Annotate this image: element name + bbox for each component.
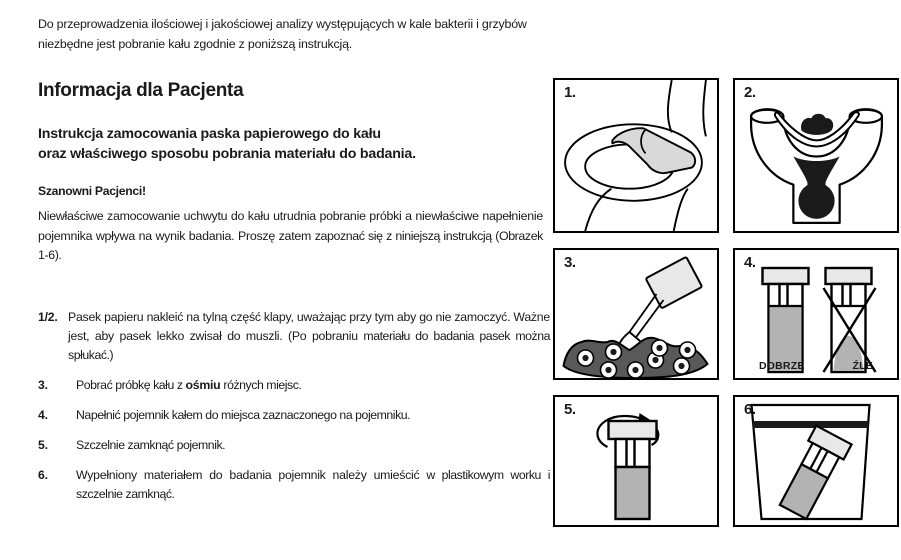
label-incorrect: ŹLE xyxy=(852,360,873,372)
step-text-line-2: zamoczyć. Ważne jest, aby pasek lekko zwisał do muszli. (Po pobraniu xyxy=(68,310,550,343)
step-text-line-1: Wypełniony materiałem do badania pojemnik należy umieścić xyxy=(76,468,420,482)
step-text-content: Szczelnie zamknąć pojemnik. xyxy=(76,438,226,452)
list-item xyxy=(38,376,550,395)
list-item xyxy=(38,436,550,455)
panel-number: 5. xyxy=(564,401,576,418)
list-item xyxy=(38,406,550,425)
text-column xyxy=(38,14,543,266)
panel-number: 2. xyxy=(744,84,756,101)
instruction-subtitle-line-1: Instrukcja zamocowania paska papierowego do kału xyxy=(38,126,381,142)
container-in-plastic-bag-icon xyxy=(735,397,897,525)
illustration-panel-6 xyxy=(733,395,899,527)
illustration-panel-5 xyxy=(553,395,719,527)
closing-container-rotation-icon xyxy=(555,397,717,525)
step-text xyxy=(68,308,550,365)
stool-sample-shape xyxy=(801,114,833,135)
water-trap-shape xyxy=(798,183,834,219)
step-text-line-1: Pasek papieru nakleić na tylną część klapy, uważając przy tym aby go nie xyxy=(68,310,452,324)
step-number: 6. xyxy=(38,468,48,482)
list-item xyxy=(38,466,550,504)
notice-line-2: a niewłaściwe napełnienie pojemnika wpływa na wynik badania. Proszę zatem xyxy=(38,209,543,243)
illustration-panel-grid xyxy=(553,78,899,552)
step-number: 5. xyxy=(38,438,48,452)
intro-paragraph: Do przeprowadzenia ilościowej i jakościowej analizy występujących w kale bakterii i grzybów niezbędne jest pobranie kału zgodnie z poniższą instrukcją. xyxy=(38,17,527,51)
step-text-line-2: w plastikowym worku i szczelnie zamknąć. xyxy=(76,468,550,501)
notice-line-3: zapoznać się z niniejszą instrukcją (Obrazek 1-6). xyxy=(38,228,543,262)
bag-seal-strip xyxy=(753,421,869,428)
panel-number: 1. xyxy=(564,84,576,101)
step-text-emphasis: ośmiu xyxy=(185,378,221,392)
illustration-panel-4 xyxy=(733,248,899,380)
spoon-sampling-eight-spots-icon xyxy=(555,250,717,378)
step-text xyxy=(68,466,550,504)
panel-number: 3. xyxy=(564,254,576,271)
list-item xyxy=(38,308,550,365)
step-text-suffix: różnych miejsc. xyxy=(220,378,302,392)
instruction-step-list xyxy=(38,308,550,515)
panel-number: 6. xyxy=(744,401,756,418)
container-correct-fill xyxy=(763,268,809,372)
label-correct: DOBRZE xyxy=(759,360,805,372)
step-number: 4. xyxy=(38,408,48,422)
illustration-panel-1 xyxy=(553,78,719,233)
step-text-content: Napełnić pojemnik kałem do miejsca zaznaczonego na pojemniku. xyxy=(76,408,411,422)
step-text-line-3: materiału do badania pasek można spłukać.) xyxy=(68,329,550,362)
step-number: 3. xyxy=(38,378,48,392)
toilet-bowl-cross-section-icon xyxy=(735,80,897,231)
step-text xyxy=(68,376,550,395)
instruction-subtitle xyxy=(38,124,543,164)
page-title: Informacja dla Pacjenta xyxy=(38,80,244,101)
illustration-panel-2 xyxy=(733,78,899,233)
panel-number: 4. xyxy=(744,254,756,271)
instruction-subtitle-line-2: oraz właściwego sposobu pobrania materiału do badania. xyxy=(38,146,416,162)
step-number: 1/2. xyxy=(38,310,58,324)
notice-paragraph xyxy=(38,207,543,266)
container-fill-level-comparison-icon xyxy=(735,250,897,378)
toilet-seat-with-paper-strip-icon xyxy=(555,80,717,231)
salutation: Szanowni Pacjenci! xyxy=(38,184,146,198)
notice-line-1: Niewłaściwe zamocowanie uchwytu do kału utrudnia pobranie próbki xyxy=(38,209,402,223)
step-text xyxy=(68,436,550,455)
panel-4-captions xyxy=(735,360,897,372)
illustration-panel-3 xyxy=(553,248,719,380)
step-text-prefix: Pobrać próbkę kału z xyxy=(76,378,186,392)
step-text xyxy=(68,406,550,425)
